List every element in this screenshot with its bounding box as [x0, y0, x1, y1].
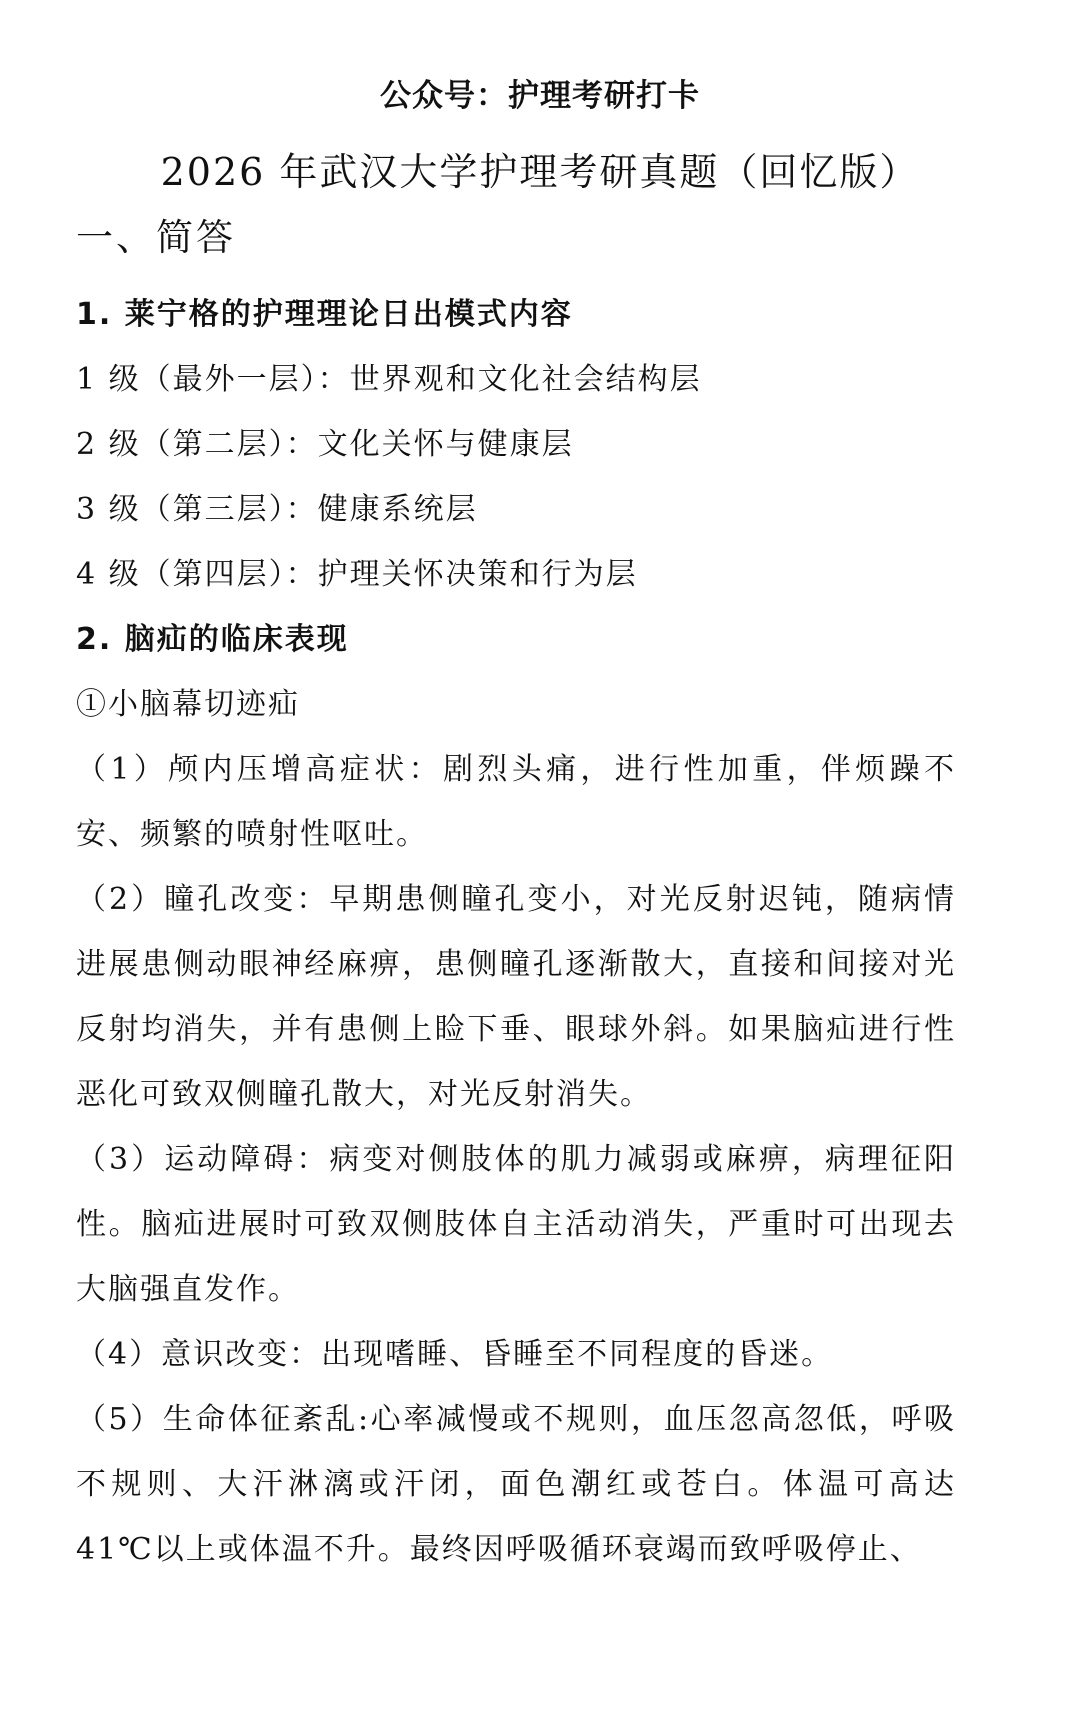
answer-paragraph: （1）颅内压增高症状：剧烈头痛，进行性加重，伴烦躁不安、频繁的喷射性呕吐。: [76, 752, 956, 852]
account-header: 公众号：护理考研打卡: [380, 78, 700, 114]
answer-paragraph: （4）意识改变：出现嗜睡、昏睡至不同程度的昏迷。: [76, 1337, 834, 1372]
subsection-title: ①小脑幕切迹疝: [76, 687, 300, 722]
answer-paragraph: （5）生命体征紊乱:心率减慢或不规则，血压忽高忽低，呼吸不规则、大汗淋漓或汗闭，面色潮红或苍白。体温可高达 41℃以上或体温不升。最终因呼吸循环衰竭而致呼吸停止、: [76, 1402, 956, 1567]
section-title: 一、简答: [76, 216, 236, 259]
answer-paragraph: （2）瞳孔改变：早期患侧瞳孔变小，对光反射迟钝，随病情进展患侧动眼神经麻痹，患侧瞳孔逐渐散大，直接和间接对光反射均消失，并有患侧上睑下垂、眼球外斜。如果脑疝进行性恶化可致双侧瞳孔散大，对光反射消失。: [76, 882, 956, 1112]
answer-line: 4 级（第四层）：护理关怀决策和行为层: [76, 557, 638, 592]
answer-line: 2 级（第二层）：文化关怀与健康层: [76, 427, 574, 462]
question-2-title: 2. 脑疝的临床表现: [76, 622, 349, 657]
answer-paragraph: （3）运动障碍：病变对侧肢体的肌力减弱或麻痹，病理征阳性。脑疝进展时可致双侧肢体自主活动消失，严重时可出现去大脑强直发作。: [76, 1142, 956, 1307]
page-title: 2026 年武汉大学护理考研真题（回忆版）: [160, 150, 920, 194]
question-1-title: 1. 莱宁格的护理理论日出模式内容: [76, 297, 573, 332]
answer-line: 3 级（第三层）：健康系统层: [76, 492, 478, 527]
content-body: [76, 282, 956, 1582]
answer-line: 1 级（最外一层）：世界观和文化社会结构层: [76, 362, 702, 397]
